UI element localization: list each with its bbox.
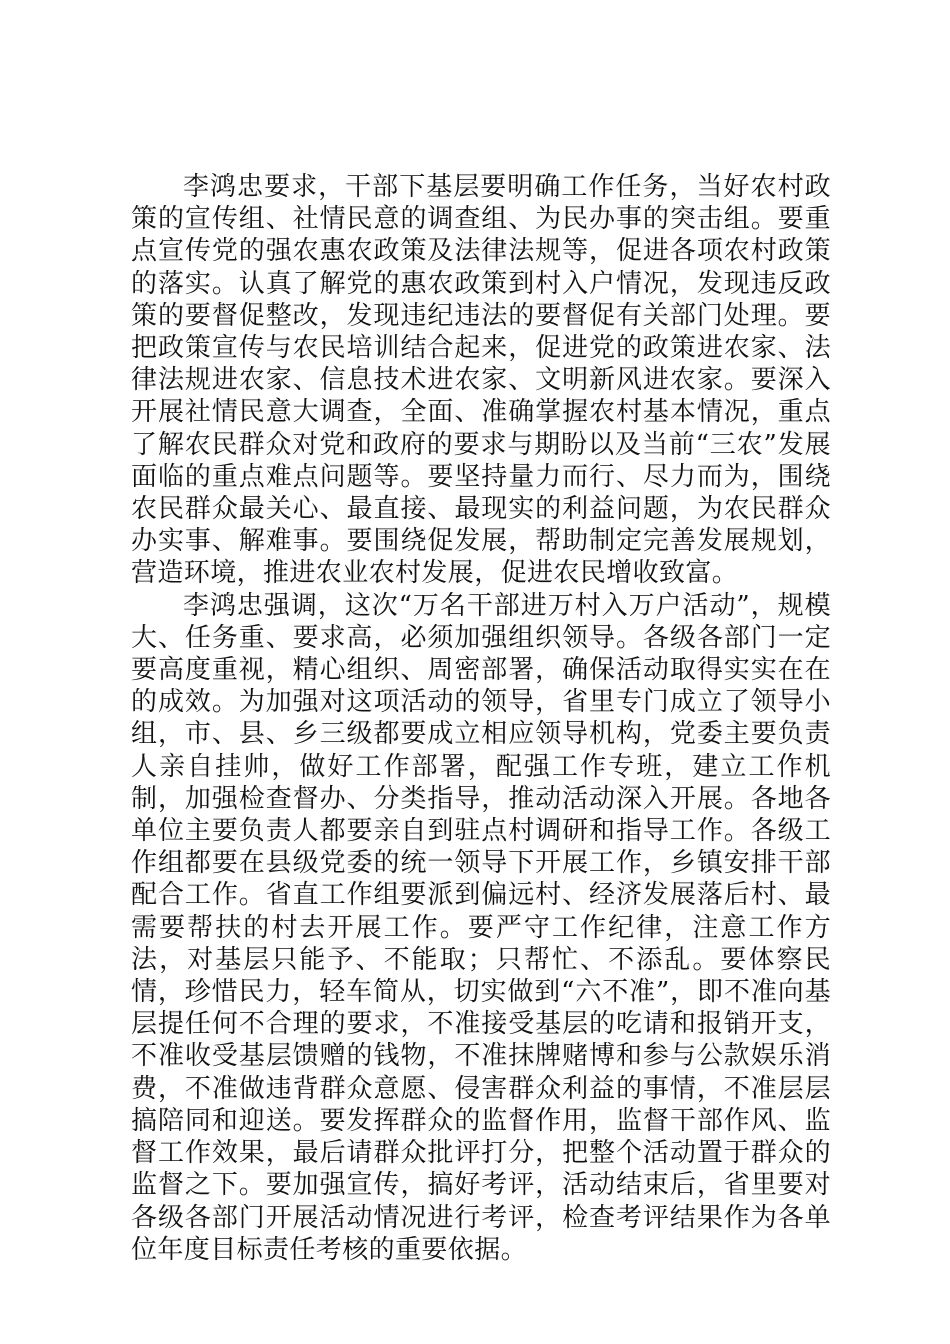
paragraph-emphasis: 李鸿忠强调，这次“万名干部进万村入万户活动”，规模大、任务重、要求高，必须加强组织领导。各级各部门一定要高度重视，精心组织、周密部署，确保活动取得实实在在的成效。为加强对这项活动的领导，省里专门成立了领导小组，市、县、乡三级都要成立相应领导机构，党委主要负责人亲自挂帅，做好工作部署，配强工作专班，建立工作机制，加强检查督办、分类指导，推动活动深入开展。各地各单位主要负责人都要亲自到驻点村调研和指导工作。各级工作组都要在县级党委的统一领导下开展工作，乡镇安排干部配合工作。省直工作组要派到偏远村、经济发展落后村、最需要帮扶的村去开展工作。要严守工作纪律，注意工作方法，对基层只能予、不能取；只帮忙、不添乱。要体察民情，珍惜民力，轻车简从，切实做到“六不准”，即不准向基层提任何不合理的要求，不准接受基层的吃请和报销开支，不准收受基层馈赠的钱物，不准抹牌赌博和参与公款娱乐消费，不准做违背群众意愿、侵害群众利益的事情，不准层层搞陪同和迎送。要发挥群众的监督作用，监督干部作风、监督工作效果，最后请群众批评打分，把整个活动置于群众的监督之下。要加强宣传，搞好考评，活动结束后，省里要对各级各部门开展活动情况进行考评，检查考评结果作为各单位年度目标责任考核的重要依据。 <box>131 590 831 1265</box>
paragraph-requirements: 李鸿忠要求，干部下基层要明确工作任务，当好农村政策的宣传组、社情民意的调查组、为民办事的突击组。要重点宣传党的强农惠农政策及法律法规等，促进各项农村政策的落实。认真了解党的惠农政策到村入户情况，发现违反政策的要督促整改，发现违纪违法的要督促有关部门处理。要把政策宣传与农民培训结合起来，促进党的政策进农家、法律法规进农家、信息技术进农家、文明新风进农家。要深入开展社情民意大调查，全面、准确掌握农村基本情况，重点了解农民群众对党和政府的要求与期盼以及当前“三农”发展面临的重点难点问题等。要坚持量力而行、尽力而为，围绕农民群众最关心、最直接、最现实的利益问题，为农民群众办实事、解难事。要围绕促发展，帮助制定完善发展规划，营造环境，推进农业农村发展，促进农民增收致富。 <box>131 172 831 589</box>
document-body <box>131 171 831 1266</box>
